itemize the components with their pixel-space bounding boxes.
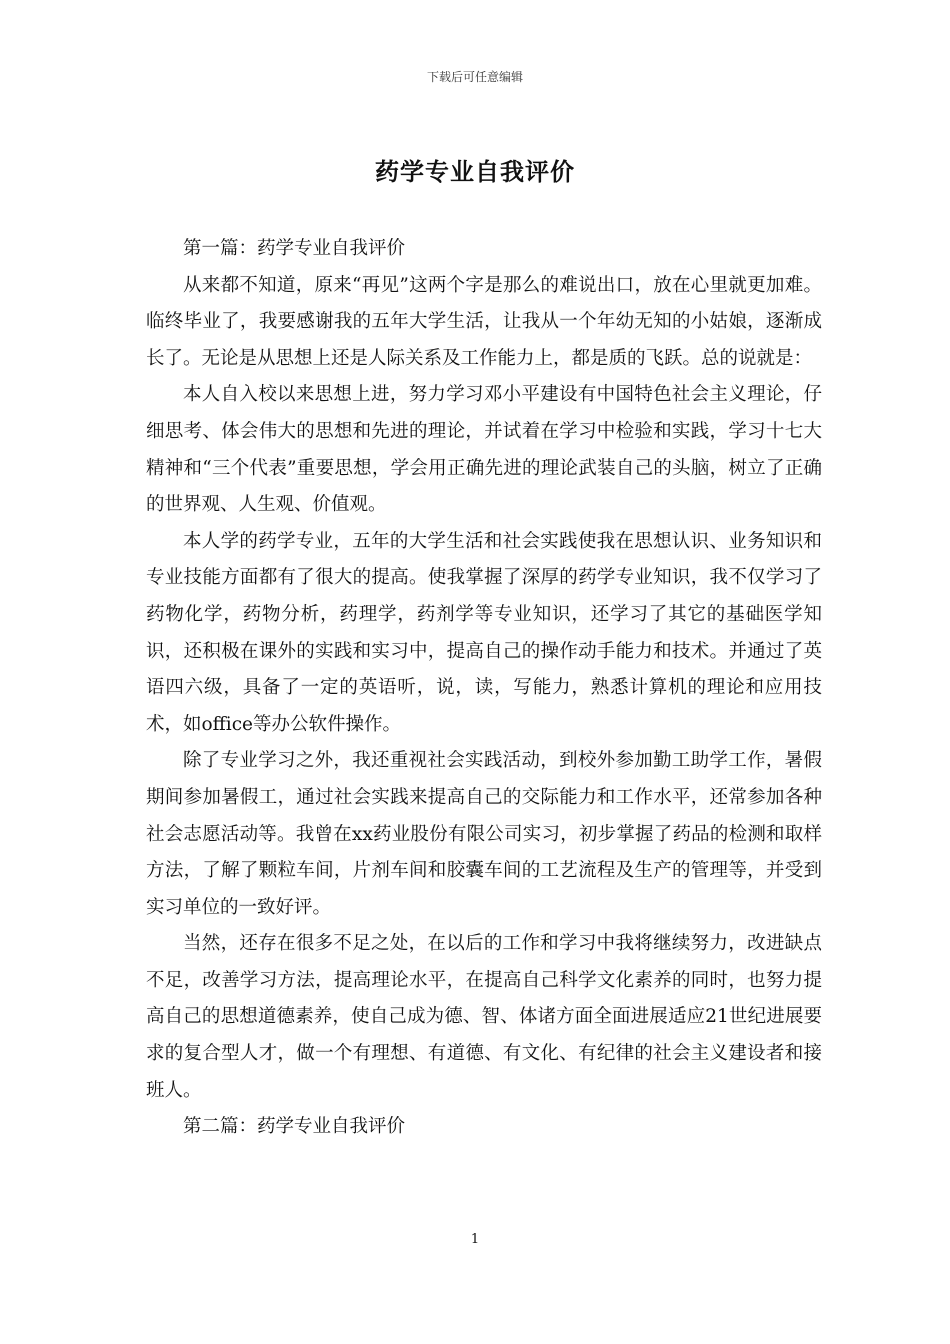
- document-title: 药学专业自我评价: [375, 157, 575, 186]
- paragraph: 本人学的药学专业，五年的大学生活和社会实践使我在思想认识、业务知识和专业技能方面都有了很大的提高。使我掌握了深厚的药学专业知识，我不仅学习了药物化学，药物分析，药理学，药剂学等专业知识，还学习了其它的基础医学知识，还积极在课外的实践和实习中，提高自己的操作动手能力和技术。并通过了英语四六级，具备了一定的英语听，说，读，写能力，熟悉计算机的理论和应用技术，如office等办公软件操作。: [146, 530, 822, 735]
- section-heading-1: 第一篇：药学专业自我评价: [183, 238, 406, 259]
- section-heading-2: 第二篇：药学专业自我评价: [183, 1116, 406, 1138]
- paragraph: 当然，还存在很多不足之处，在以后的工作和学习中我将继续努力，改进缺点不足，改善学习方法，提高理论水平，在提高自己科学文化素养的同时，也努力提高自己的思想道德素养，使自己成为德、智、体诸方面全面进展适应21世纪进展要求的复合型人才，做一个有理想、有道德、有文化、有纪律的社会主义建设者和接班人。: [146, 933, 822, 1101]
- header-note: 下载后可任意编辑: [426, 70, 523, 84]
- page-number: 1: [470, 1232, 480, 1247]
- paragraph: 本人自入校以来思想上进，努力学习邓小平建设有中国特色社会主义理论，仔细思考、体会伟大的思想和先进的理论，并试着在学习中检验和实践，学习十七大精神和“三个代表”重要思想，学会用正确先进的理论武装自己的头脑，树立了正确的世界观、人生观、价值观。: [146, 384, 822, 516]
- document-body: [146, 231, 822, 1146]
- paragraph: 从来都不知道，原来“再见”这两个字是那么的难说出口，放在心里就更加难。临终毕业了，我要感谢我的五年大学生活，让我从一个年幼无知的小姑娘，逐渐成长了。无论是从思想上还是人际关系及工作能力上，都是质的飞跃。总的说就是：: [146, 274, 822, 369]
- paragraph: 除了专业学习之外，我还重视社会实践活动，到校外参加勤工助学工作，暑假期间参加暑假工，通过社会实践来提高自己的交际能力和工作水平，还常参加各种社会志愿活动等。我曾在xx药业股份有限公司实习，初步掌握了药品的检测和取样方法，了解了颗粒车间，片剂车间和胶囊车间的工艺流程及生产的管理等，并受到实习单位的一致好评。: [146, 750, 822, 918]
